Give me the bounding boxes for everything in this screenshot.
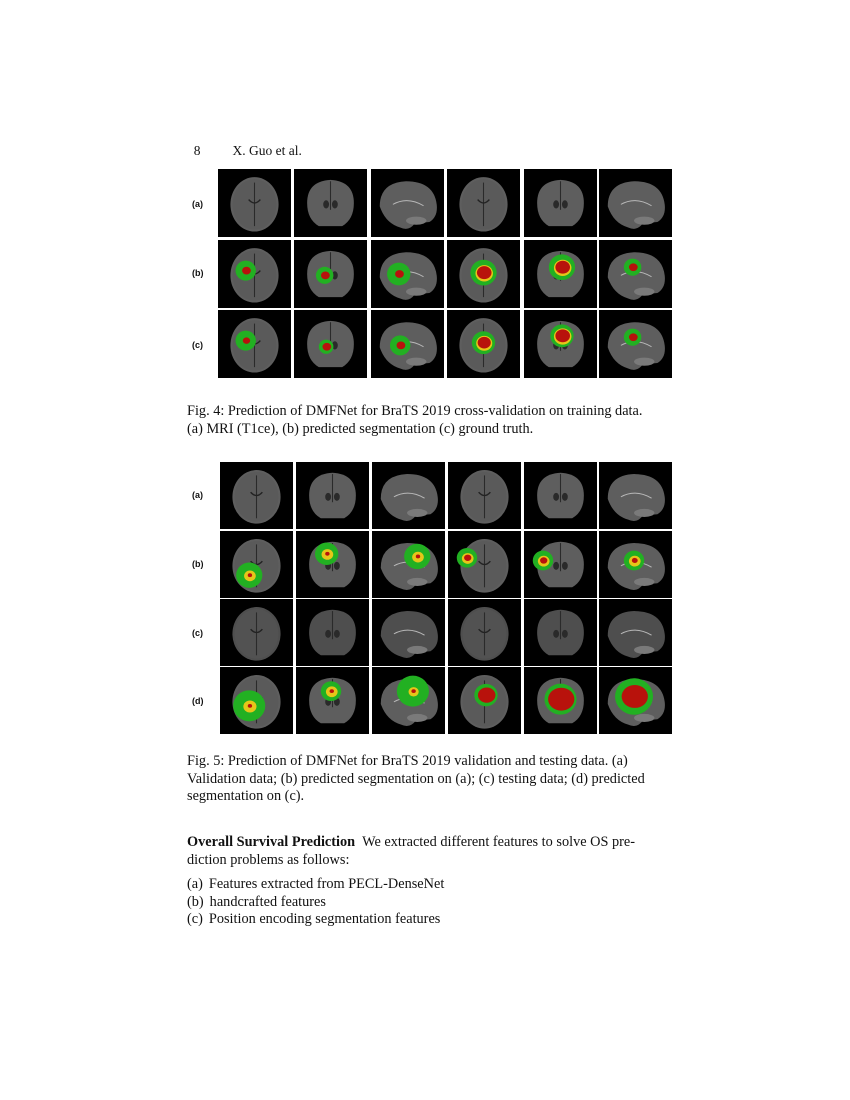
mri-slice-image [448, 667, 521, 734]
mri-slice-image [218, 310, 291, 378]
list-item [187, 876, 672, 894]
mri-slice-image [218, 240, 291, 308]
mri-slice-image [524, 240, 597, 308]
fig4-row-label-b: (b) [192, 268, 204, 278]
mri-slice-image [599, 169, 672, 237]
mri-slice-image [524, 531, 597, 598]
mri-slice-image [296, 462, 369, 529]
mri-slice-image [599, 462, 672, 529]
mri-slice-image [447, 169, 520, 237]
list-item-text: handcrafted features [209, 893, 326, 910]
fig5-caption-line-1: Fig. 5: Prediction of DMFNet for BraTS 2019 validation and testing data. (a) [187, 753, 628, 769]
mri-slice-image [447, 240, 520, 308]
list-marker: (b) [187, 893, 204, 910]
page-number: 8 [193, 143, 201, 158]
mri-slice-image [448, 599, 521, 666]
section-heading: Overall Survival Prediction [187, 834, 356, 850]
mri-slice-image [296, 667, 369, 734]
list-marker: (a) [187, 876, 203, 892]
mri-slice-image [294, 169, 367, 237]
mri-slice-image [447, 310, 520, 378]
mri-slice-image [220, 667, 293, 734]
fig5-row-label-d: (d) [192, 696, 204, 706]
mri-slice-image [294, 310, 367, 378]
mri-slice-image [448, 462, 521, 529]
fig5-row-label-c: (c) [192, 628, 203, 638]
list-item [187, 911, 672, 929]
list-marker: (c) [187, 911, 203, 927]
mri-slice-image [371, 169, 444, 237]
mri-slice-image [218, 169, 291, 237]
paragraph-line-1: We extracted different features to solve OS pre- [362, 834, 635, 850]
fig4-row-label-a: (a) [192, 199, 203, 209]
feature-list [187, 876, 672, 929]
mri-slice-image [599, 310, 672, 378]
mri-slice-image [371, 240, 444, 308]
mri-slice-image [524, 169, 597, 237]
mri-slice-image [599, 240, 672, 308]
fig4-caption-line-2: (a) MRI (T1ce), (b) predicted segmentation (c) ground truth. [187, 420, 534, 437]
mri-slice-image [448, 531, 521, 598]
mri-slice-image [372, 462, 445, 529]
mri-slice-image [599, 531, 672, 598]
mri-slice-image [296, 599, 369, 666]
paragraph-line-2: diction problems as follows: [187, 851, 350, 868]
mri-slice-image [372, 599, 445, 666]
fig5-caption-line-2: Validation data; (b) predicted segmentation on (a); (c) testing data; (d) predicted [187, 770, 645, 787]
mri-slice-image [372, 531, 445, 598]
fig5-row-label-a: (a) [192, 490, 203, 500]
mri-slice-image [220, 462, 293, 529]
list-item [187, 894, 672, 912]
running-head [187, 127, 302, 159]
fig5-caption-line-3: segmentation on (c). [187, 788, 305, 804]
mri-slice-image [524, 599, 597, 666]
mri-slice-image [220, 531, 293, 598]
fig4-row-label-c: (c) [192, 340, 203, 350]
mri-slice-image [371, 310, 444, 378]
fig5-row-label-b: (b) [192, 559, 204, 569]
fig4-caption-line-1: Fig. 4: Prediction of DMFNet for BraTS 2019 cross-validation on training data. [187, 403, 643, 419]
mri-slice-image [524, 667, 597, 734]
mri-slice-image [599, 599, 672, 666]
figure-4-caption [187, 403, 667, 438]
mri-slice-image [372, 667, 445, 734]
mri-slice-image [220, 599, 293, 666]
mri-slice-image [296, 531, 369, 598]
mri-slice-image [294, 240, 367, 308]
list-item-text: Position encoding segmentation features [208, 911, 441, 927]
list-item-text: Features extracted from PECL-DenseNet [208, 876, 445, 892]
author-line: X. Guo et al. [232, 143, 302, 158]
figure-5-caption [187, 753, 672, 806]
mri-slice-image [524, 310, 597, 378]
os-prediction-paragraph [187, 834, 672, 869]
mri-slice-image [524, 462, 597, 529]
mri-slice-image [599, 667, 672, 734]
